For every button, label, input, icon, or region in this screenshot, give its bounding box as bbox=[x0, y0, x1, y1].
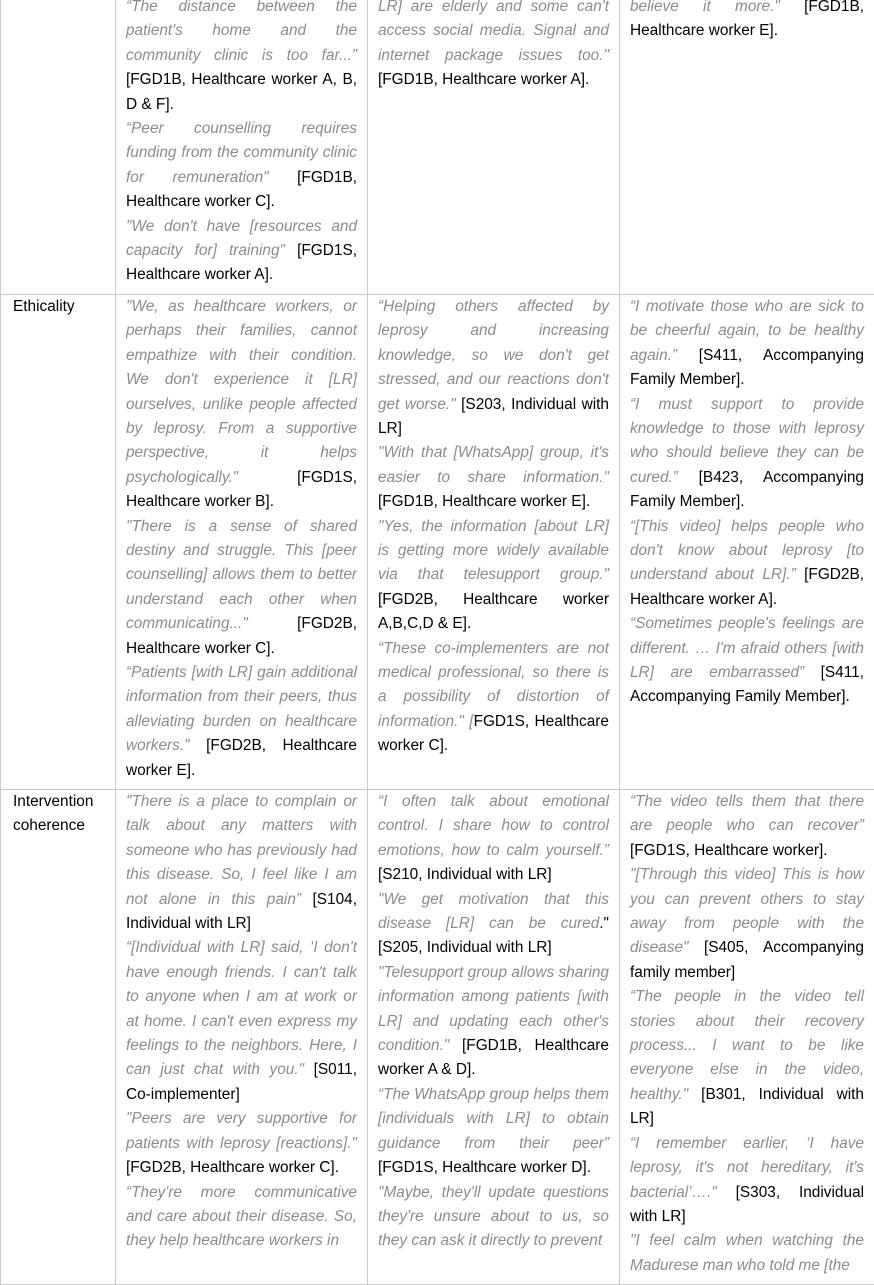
source-reference: [B301, Individual with LR] bbox=[630, 1086, 864, 1127]
quote-entry bbox=[126, 117, 357, 215]
theme-cell bbox=[1, 0, 116, 294]
quote-text: “The video tells them that there are people who can recover” bbox=[630, 793, 864, 834]
source-reference: [S411, Accompanying Family Member]. bbox=[630, 347, 864, 388]
source-reference: [FGD2B, Healthcare worker C]. bbox=[126, 615, 357, 656]
quote-text: "Yes, the information [about LR] is getting more widely available via that telesupport group." bbox=[378, 518, 609, 584]
quote-text: “The WhatsApp group helps them [individuals with LR] to obtain guidance from their peer” bbox=[378, 1086, 609, 1152]
source-reference: [S203, Individual with LR] bbox=[378, 396, 609, 437]
quote-entry bbox=[630, 0, 864, 44]
source-reference: [FGD2B, Healthcare worker A,B,C,D & E]. bbox=[378, 591, 609, 632]
quote-entry bbox=[126, 215, 357, 288]
quote-entry bbox=[126, 661, 357, 783]
quote-entry bbox=[630, 790, 864, 863]
quote-cell bbox=[116, 790, 368, 1285]
quote-entry bbox=[378, 515, 609, 637]
quote-text: "We, as healthcare workers, or perhaps their families, cannot empathize with their condition. We don't experience it [LR] ourselves, unlike people affected by leprosy. From a supportive perspective, it helps psychologically." bbox=[126, 298, 357, 486]
source-reference: [FGD1B, Healthcare worker E]. bbox=[630, 0, 864, 39]
quote-cell bbox=[368, 0, 620, 294]
quote-text: "Peers are very supportive for patients with leprosy [reactions]." bbox=[126, 1110, 357, 1151]
quote-entry bbox=[378, 637, 609, 759]
quote-cell bbox=[368, 294, 620, 789]
quote-entry bbox=[630, 985, 864, 1131]
quote-entry bbox=[126, 515, 357, 661]
source-reference: [FGD1B, Healthcare worker C]. bbox=[126, 169, 357, 210]
quote-entry bbox=[378, 790, 609, 888]
quote-cell bbox=[620, 0, 874, 294]
quote-entry bbox=[378, 295, 609, 441]
table-row bbox=[1, 0, 874, 294]
quote-text: “These co-implementers are not medical professional, so there is a possibility of distortion of information." [ bbox=[378, 640, 609, 730]
quote-entry bbox=[378, 1181, 609, 1254]
quote-entry bbox=[126, 295, 357, 515]
source-reference: [FGD1S, Healthcare worker D]. bbox=[378, 1159, 591, 1176]
quote-entry bbox=[126, 1107, 357, 1180]
quote-cell bbox=[620, 790, 874, 1285]
source-reference: [S303, Individual with LR] bbox=[630, 1184, 864, 1225]
quote-text: “[Individual with LR] said, ‘I don't have enough friends. I can't talk to anyone when I am at work or at home. I can't even express my feelings to the neighbors. Here, I can just chat with you." bbox=[126, 939, 357, 1078]
quote-text: "There is a sense of shared destiny and struggle. This [peer counselling] allows them to better understand each other when communicating..." bbox=[126, 518, 357, 633]
quote-text: “I motivate those who are sick to be cheerful again, to be healthy again.” bbox=[630, 298, 864, 364]
quote-cell bbox=[116, 0, 368, 294]
source-reference: [S405, Accompanying family member] bbox=[630, 939, 864, 980]
quote-text: believe it more." bbox=[630, 0, 780, 15]
quote-text: "With that [WhatsApp] group, it's easier to share information." bbox=[378, 444, 609, 485]
quote-text: “Helping others affected by leprosy and increasing knowledge, so we don't get stressed, and our reactions don't get worse." bbox=[378, 298, 609, 413]
quote-entry bbox=[378, 1083, 609, 1181]
quote-text: "Telesupport group allows sharing information among patients [with LR] and updating each other's condition." bbox=[378, 964, 609, 1054]
theme-cell: Ethicality bbox=[1, 294, 116, 789]
source-reference: [FGD2B, Healthcare worker C]. bbox=[126, 1159, 339, 1176]
quote-entry bbox=[126, 936, 357, 1107]
source-reference: [FGD1S, Healthcare worker B]. bbox=[126, 469, 357, 510]
quote-entry bbox=[630, 612, 864, 710]
quote-text: “I remember earlier, ‘I have leprosy, it's not hereditary, it's bacterial’…." bbox=[630, 1135, 864, 1201]
quote-cell bbox=[620, 294, 874, 789]
source-reference: [FGD1S, Healthcare worker]. bbox=[630, 842, 828, 859]
quote-text: "[Through this video] This is how you can prevent others to stay away from people with the disease" bbox=[630, 866, 864, 956]
source-reference: [FGD2B, Healthcare worker E]. bbox=[126, 737, 357, 778]
quote-entry bbox=[126, 1181, 357, 1254]
source-reference: [FGD1B, Healthcare worker E]. bbox=[378, 493, 590, 510]
quote-text: “I often talk about emotional control. I share how to control emotions, how to calm yourself.” bbox=[378, 793, 609, 859]
quote-entry bbox=[126, 0, 357, 117]
quote-text: “The distance between the patient's home and the community clinic is too far...” bbox=[126, 0, 357, 64]
source-reference: [S104, Individual with LR] bbox=[126, 891, 357, 932]
source-reference: [S210, Individual with LR] bbox=[378, 866, 552, 883]
source-reference: [FGD2B, Healthcare worker A]. bbox=[630, 566, 864, 607]
source-reference: [FGD1B, Healthcare worker A]. bbox=[378, 71, 589, 88]
table-row bbox=[1, 294, 874, 789]
source-reference: [FGD1B, Healthcare worker A, B, D & F]. bbox=[126, 71, 357, 112]
quote-text: "There is a place to complain or talk about any matters with someone who has previously had this disease. So, I feel like I am not alone in this pain” bbox=[126, 793, 357, 908]
source-reference: [FGD1S, Healthcare worker A]. bbox=[126, 242, 357, 283]
quote-text: "We get motivation that this disease [LR] can be cured bbox=[378, 891, 609, 932]
quote-entry bbox=[630, 1132, 864, 1230]
quote-text: “Patients [with LR] gain additional information from their peers, thus alleviating burden on healthcare workers." bbox=[126, 664, 357, 754]
quote-text: “I must support to provide knowledge to those with leprosy who should believe they can be cured.” bbox=[630, 396, 864, 486]
source-reference: FGD1S, Healthcare worker C]. bbox=[378, 713, 609, 754]
quote-entry bbox=[378, 961, 609, 1083]
quote-entry bbox=[126, 790, 357, 936]
quote-cell bbox=[368, 790, 620, 1285]
quote-text: “Sometimes people's feelings are different. … I'm afraid others [with LR] are embarrassed” bbox=[630, 615, 864, 681]
quote-entry bbox=[378, 888, 609, 961]
quote-entry bbox=[630, 515, 864, 613]
quote-entry bbox=[630, 393, 864, 515]
source-reference: [S411, Accompanying Family Member]. bbox=[630, 664, 864, 705]
theme-cell: Intervention coherence bbox=[1, 790, 116, 1285]
quote-text: "We don't have [resources and capacity for] training" bbox=[126, 218, 357, 259]
quote-text: LR] are elderly and some can't access social media. Signal and internet package issues too." bbox=[378, 0, 609, 64]
quote-text: "Maybe, they'll update questions they're unsure about to us, so they can ask it directly to prevent bbox=[378, 1184, 609, 1250]
source-reference: [B423, Accompanying Family Member]. bbox=[630, 469, 864, 510]
quote-entry bbox=[378, 0, 609, 93]
source-reference: [FGD1B, Healthcare worker A & D]. bbox=[378, 1037, 609, 1078]
quote-text: “The people in the video tell stories about their recovery process... I want to be like everyone else in the video, healthy." bbox=[630, 988, 864, 1103]
quote-entry bbox=[630, 1229, 864, 1278]
quote-cell bbox=[116, 294, 368, 789]
quote-entry bbox=[630, 863, 864, 985]
quote-text: “[This video] helps people who don't know about leprosy [to understand about LR].” bbox=[630, 518, 864, 584]
table-row bbox=[1, 790, 874, 1285]
quote-text: “Peer counselling requires funding from the community clinic for remuneration" bbox=[126, 120, 357, 186]
source-reference: [S011, Co-implementer] bbox=[126, 1061, 357, 1102]
quote-entry bbox=[630, 295, 864, 393]
quote-entry bbox=[378, 441, 609, 514]
quote-text: "I feel calm when watching the Madurese man who told me [the bbox=[630, 1232, 864, 1273]
source-reference: ." [S205, Individual with LR] bbox=[378, 915, 609, 956]
quote-text: “They're more communicative and care about their disease. So, they help healthcare workers in bbox=[126, 1184, 357, 1250]
